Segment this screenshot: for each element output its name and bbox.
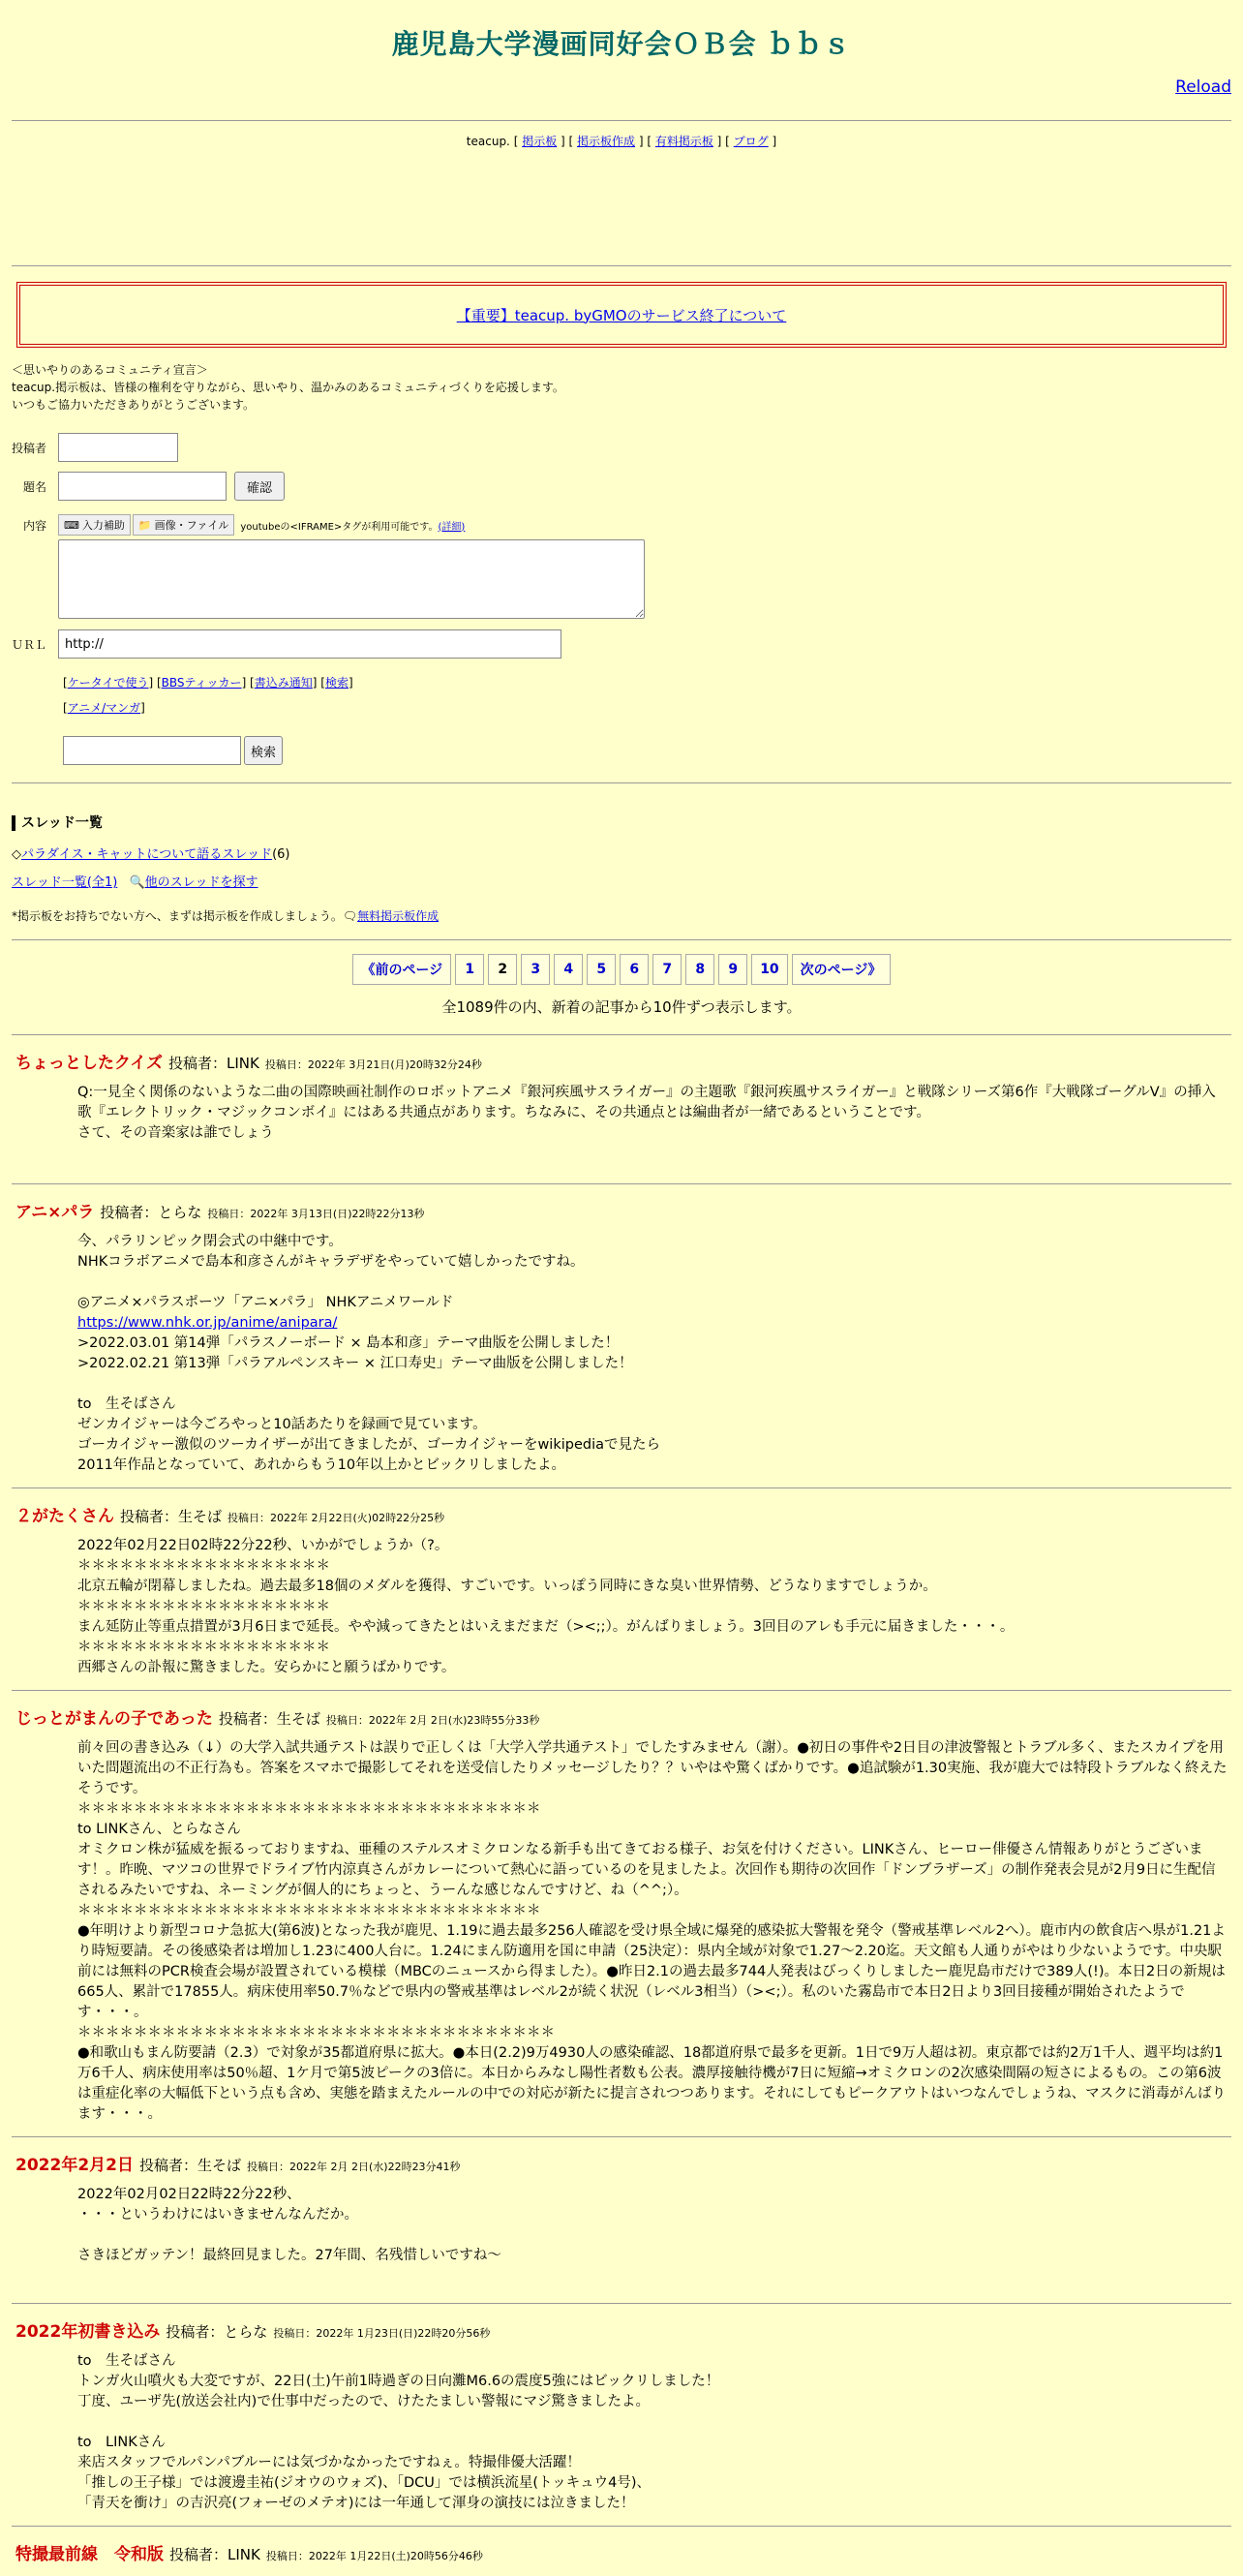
post-date: 投稿日：2022年 3月13日(日)22時22分13秒 bbox=[207, 1208, 425, 1220]
thread-list-title: スレッド一覧 bbox=[12, 815, 103, 831]
page-2-current: 2 bbox=[488, 954, 517, 985]
post-title: じっとがまんの子であった bbox=[15, 1709, 213, 1729]
site-title: 鹿児島大学漫画同好会ＯＢ会 ｂｂｓ bbox=[391, 28, 852, 60]
post-body: Q:一見全く関係のないような二曲の国際映画社制作のロボットアニメ『銀河疾風サスライガー』の主題歌『銀河疾風サスライガー』と戦隊シリーズ第6作『大戦隊ゴーグルV』の挿入歌『エレクトリック・マジックコンボイ』にはある共通点があります。ちなみに、その共通点とは編曲者が一緒であるということです。 さて、その音楽家は誰でしょう bbox=[77, 1085, 1216, 1141]
thread-list-heading bbox=[12, 813, 1231, 832]
all-threads-link[interactable]: スレッド一覧(全1) bbox=[12, 875, 118, 890]
post bbox=[12, 1183, 1231, 1487]
search-icon: 🔍 bbox=[129, 875, 145, 890]
anipara-link[interactable]: https://www.nhk.or.jp/anime/anipara/ bbox=[77, 1315, 338, 1331]
post-author: 投稿者：とらな bbox=[100, 1204, 202, 1221]
image-file-label: 画像・ファイル bbox=[154, 519, 229, 532]
teacup-brand: teacup. bbox=[466, 135, 510, 148]
bbs-icon: 🗨 bbox=[342, 909, 358, 923]
thread-item bbox=[12, 843, 1231, 862]
create-bbs-link[interactable]: 無料掲示板作成 bbox=[357, 909, 440, 923]
reload-link[interactable]: Reload bbox=[1175, 77, 1231, 97]
declaration-text: teacup.掲示板は、皆様の権利を守りながら、思いやり、温かみのあるコミュニティづくりを応援します。 bbox=[12, 381, 564, 394]
author-label: 投稿者 bbox=[12, 441, 47, 455]
category-links: [アニメ/マンガ] bbox=[63, 701, 145, 715]
post-date: 投稿日：2022年 2月 2日(水)22時23分41秒 bbox=[247, 2161, 461, 2173]
page-4[interactable]: 4 bbox=[554, 954, 583, 985]
post-count-summary: 全1089件の内、新着の記事から10件ずつ表示します。 bbox=[441, 998, 802, 1016]
confirm-button[interactable]: 確認 bbox=[234, 472, 285, 501]
nav-create-bbs[interactable]: 掲示板作成 bbox=[577, 135, 636, 148]
divider bbox=[12, 939, 1231, 940]
declaration-heading: ＜思いやりのあるコミュニティ宣言＞ bbox=[12, 363, 208, 377]
page-10[interactable]: 10 bbox=[751, 954, 787, 985]
post-body: to 生そばさん トンガ火山噴火も大変ですが、22日(土)午前1時過ぎの日向灘M6.6の震度5強にはビックリしました！ 丁度、ユーザ先(放送会社内)で仕事中だったので、けたたましい警報にマジ驚きましたよ。 to LINKさん 来店スタッフでルパンパブルーには気づかなかったですねぇ。特撮俳優大活躍！ 「推しの王子様」では渡邊圭祐(ジオウのウォズ)、「DCU」では横浜流星(トッキュウ4号)、 「青天を衝け」の吉沢亮(フォーゼのメテオ)には一年通して渾身の演技には泣きました！ bbox=[77, 2353, 720, 2511]
post-author: 投稿者：LINK bbox=[167, 1055, 259, 1072]
post-body-text: >2022.03.01 第14弾「パラスノーボード × 島本和彦」テーマ曲版を公開しました！ >2022.02.21 第13弾「パラアルペンスキー × 江口寿史」テーマ曲版を公開しました！ to 生そばさん ゼンカイジャーは今ごろやっと10話あたりを録画で見ています。 ゴーカイジャー激似のツーカイザーが出てきましたが、ゴーカイジャーをwikipediaで見たら 2011年作品となっていて、あれからもう10年以上かとビックリしましたよ。 bbox=[77, 1335, 661, 1473]
create-note bbox=[12, 907, 1231, 924]
post-form bbox=[12, 433, 1231, 765]
url-input[interactable] bbox=[58, 629, 561, 659]
author-input[interactable] bbox=[58, 433, 178, 462]
post-body-text: 今、パラリンピック閉会式の中継中です。 NHKコラボアニメで島本和彦さんがキャラデザをやっていて嬉しかったですね。 ◎アニメ×パラスポーツ「アニ×パラ」 NHKアニメワールド bbox=[77, 1234, 585, 1310]
post bbox=[12, 2136, 1231, 2303]
post-date: 投稿日：2022年 1月23日(日)22時20分56秒 bbox=[273, 2327, 491, 2340]
folder-icon: 📁 bbox=[137, 518, 152, 532]
post-author: 投稿者：生そば bbox=[138, 2157, 241, 2174]
search-input[interactable] bbox=[63, 736, 241, 765]
post-date: 投稿日：2022年 2月22日(火)02時22分25秒 bbox=[227, 1512, 445, 1524]
anime-manga-link[interactable]: アニメ/マンガ bbox=[67, 701, 141, 715]
post-title: 特撮最前線 令和版 bbox=[15, 2545, 164, 2564]
post-date: 投稿日：2022年 3月21日(月)20時32分24秒 bbox=[264, 1058, 482, 1071]
pagination bbox=[0, 954, 1243, 985]
notice-box bbox=[16, 282, 1227, 348]
community-declaration bbox=[12, 361, 1231, 414]
divider bbox=[12, 265, 1231, 266]
search-link[interactable]: 検索 bbox=[324, 676, 349, 690]
page-6[interactable]: 6 bbox=[620, 954, 649, 985]
next-page-button[interactable]: 次のページ》 bbox=[792, 954, 891, 985]
url-label: ＵＲＬ bbox=[12, 637, 47, 652]
post-body: 前々回の書き込み（↓）の大学入試共通テストは誤りで正しくは「大学入学共通テスト」でしたすみません（謝）。●初日の事件や2日目の津波警報とトラブル多く、またスカイプを用いた問題流出の不正行為も。答案をスマホで撮影してそれを送受信したりメッセージしたり？？いやはや驚くばかりです。●追試験が1.30実施、我が鹿大では特段トラブルなく終えたそうです。 ＊＊＊＊＊＊＊＊＊＊＊＊＊＊＊＊＊＊＊＊＊＊＊＊＊＊＊＊＊＊＊＊＊ to LINKさん、とらなさん オミクロン株が猛威を振るっておりますね、亜種のステルスオミクロンなる新手も出てきておる様子、お気を付けください。LINKさん、ヒーロー俳優さん情報ありがとうございます！。昨晩、マツコの世界でドライブ竹内涼真さんがカレーについて熱心に語っているのを見ましたよ。次回作も期待の次回作「ドンブラザーズ」の制作発表会見が2月9日に生配信されるみたいですね、ネーミングが個人的にちょっと、うーんな感じなんですけど、ね（^^;）。 ＊＊＊＊＊＊＊＊＊＊＊＊＊＊＊＊＊＊＊＊＊＊＊＊＊＊＊＊＊＊＊＊＊ ●年明けより新型コロナ急拡大(第6波)となった我が鹿児、1.19に過去最多256人確認を受け県全域に爆発的感染拡大警報を発令（警戒基準レベル2へ）。鹿市内の飲食店へ県が1.21より時短要請。その後感染者は増加し1.23に400人台に。1.24にまん防適用を国に申請（25決定）：県内全域が対象で1.27～2.20迄。天文館も人通りがやはり少ないようです。中央駅前には無料のPCR検査会場が設置されている模様（MBCのニュースから得ました）。●昨日2.1の過去最多744人発表はびっくりしましたー鹿児島市だけで389人(!)。本日2日の新規は665人、累計で17855人。病床使用率50.7％などで県内の警戒基準はレベル2が続く状況（レベル3相当）（><;）。私のいた霧島市で本日2日より3回目接種が開始されたようです・・・。 ＊＊＊＊＊＊＊＊＊＊＊＊＊＊＊＊＊＊＊＊＊＊＊＊＊＊＊＊＊＊＊＊＊＊ ●和歌山もまん防要請（2.3）で対象が35都道府県に拡大。●本日(2.2)9万4930人の感染確認、18都道府県で最多を更新。1日で9万人超は初。東京都では約2万1千人、週平均は約1万6千人、病床使用率は50％超、1ケ月で第5波ピークの3倍に。本日からみなし陽性者数も公表。濃厚接触待機が7日に短縮→オミクロンの2次感染間隔の短さによるもの。この第6波は重症化率の大幅低下という点も含め、実態を踏まえたルールの中での対応が新たに提言されつつあります。それにしてもピークアウトはいつなんでしょうね、マスクに消毒がんばります・・・。 bbox=[77, 1740, 1228, 2122]
post-date: 投稿日：2022年 2月 2日(水)23時55分33秒 bbox=[325, 1714, 540, 1727]
post-title: 2022年2月2日 bbox=[15, 2156, 134, 2175]
post-body: 2022年02月22日02時22分22秒、いかがでしょうか（?。 ＊＊＊＊＊＊＊＊＊＊＊＊＊＊＊＊＊＊ 北京五輪が閉幕しましたね。過去最多18個のメダルを獲得、すごいです。いっぽう同時にきな臭い世界情勢、どうなりますでしょうか。 ＊＊＊＊＊＊＊＊＊＊＊＊＊＊＊＊＊＊ まん延防止等重点措置が3月6日まで延長。やや減ってきたとはいえまだまだ（><;;）。がんばりましょう。3回目のアレも手元に届きました・・・。 ＊＊＊＊＊＊＊＊＊＊＊＊＊＊＊＊＊＊ 西郷さんの訃報に驚きました。安らかにと願うばかりです。 bbox=[77, 1538, 1015, 1675]
post bbox=[12, 2303, 1231, 2526]
body-textarea[interactable] bbox=[58, 539, 645, 619]
post-notify-link[interactable]: 書込み通知 bbox=[254, 676, 313, 690]
title-input[interactable] bbox=[58, 472, 227, 501]
post-title: ちょっとしたクイズ bbox=[15, 1054, 163, 1073]
mobile-link[interactable]: ケータイで使う bbox=[67, 676, 149, 690]
post-author: 投稿者：とらな bbox=[166, 2323, 268, 2341]
nav-bbs[interactable]: 掲示板 bbox=[522, 135, 558, 148]
page-1[interactable]: 1 bbox=[455, 954, 484, 985]
teacup-nav: teacup. [ 掲示板 ] [ 掲示板作成 ] [ 有料掲示板 ] [ ブログ ] bbox=[466, 135, 777, 148]
other-threads-link[interactable]: 他のスレッドを探す bbox=[144, 875, 258, 890]
post-author: 投稿者：生そば bbox=[218, 1710, 320, 1728]
divider bbox=[12, 120, 1231, 121]
thread-count: (6) bbox=[272, 847, 290, 862]
post-date: 投稿日：2022年 1月22日(土)20時56分46秒 bbox=[265, 2550, 483, 2562]
nav-paid-bbs[interactable]: 有料掲示板 bbox=[654, 135, 713, 148]
input-assist-button[interactable] bbox=[58, 514, 131, 536]
declaration-thanks: いつもご協力いただきありがとうございます。 bbox=[12, 398, 256, 412]
post bbox=[12, 1487, 1231, 1690]
post-title: 2022年初書き込み bbox=[15, 2322, 161, 2342]
nav-blog[interactable]: ブログ bbox=[733, 135, 769, 148]
prev-page-button[interactable]: 《前のページ bbox=[352, 954, 451, 985]
create-note-text: *掲示板をお持ちでない方へ、まずは掲示板を作成しましょう。 bbox=[12, 909, 343, 923]
post bbox=[12, 1690, 1231, 2136]
body-label: 内容 bbox=[23, 518, 47, 533]
page-3[interactable]: 3 bbox=[521, 954, 550, 985]
image-file-button[interactable] bbox=[133, 514, 234, 536]
tool-links: [ケータイで使う] [BBSティッカー] [書込み通知] [検索] bbox=[63, 676, 353, 690]
ad-space bbox=[0, 149, 1243, 265]
post-list bbox=[12, 1034, 1231, 2576]
input-assist-label: 入力補助 bbox=[81, 519, 125, 532]
page-9[interactable]: 9 bbox=[718, 954, 747, 985]
page-5[interactable]: 5 bbox=[587, 954, 616, 985]
iframe-note: youtubeの<IFRAME>タグが利用可能です。 bbox=[240, 521, 439, 533]
thread-links bbox=[12, 872, 1231, 890]
post-author: 投稿者：LINK bbox=[169, 2546, 260, 2563]
post-author: 投稿者：生そば bbox=[120, 1508, 223, 1525]
post bbox=[12, 2526, 1231, 2576]
thread-link[interactable]: パラダイス・キャットについて語るスレッド bbox=[21, 847, 273, 862]
post-body: 2022年02月02日22時22分22秒、 ・・・というわけにはいきませんなんだか。 さきほどガッテン！最終回見ました。27年間、名残惜しいですね～ bbox=[77, 2187, 501, 2263]
iframe-detail-link[interactable]: (詳細) bbox=[438, 521, 466, 533]
thread-bullet: ◇ bbox=[12, 847, 21, 862]
post-body bbox=[77, 1232, 1228, 1476]
search-button[interactable]: 検索 bbox=[244, 736, 283, 765]
post-title: ２がたくさん bbox=[15, 1507, 114, 1526]
keyboard-icon: ⌨ bbox=[64, 518, 79, 532]
title-label: 題名 bbox=[23, 479, 47, 494]
bbs-ticker-link[interactable]: BBSティッカー bbox=[161, 676, 242, 690]
post-title: アニ×パラ bbox=[15, 1203, 95, 1222]
service-end-notice-link[interactable]: 【重要】teacup. byGMOのサービス終了について bbox=[456, 306, 787, 324]
page-7[interactable]: 7 bbox=[652, 954, 682, 985]
divider bbox=[12, 782, 1231, 783]
post bbox=[12, 1034, 1231, 1183]
page-8[interactable]: 8 bbox=[685, 954, 714, 985]
